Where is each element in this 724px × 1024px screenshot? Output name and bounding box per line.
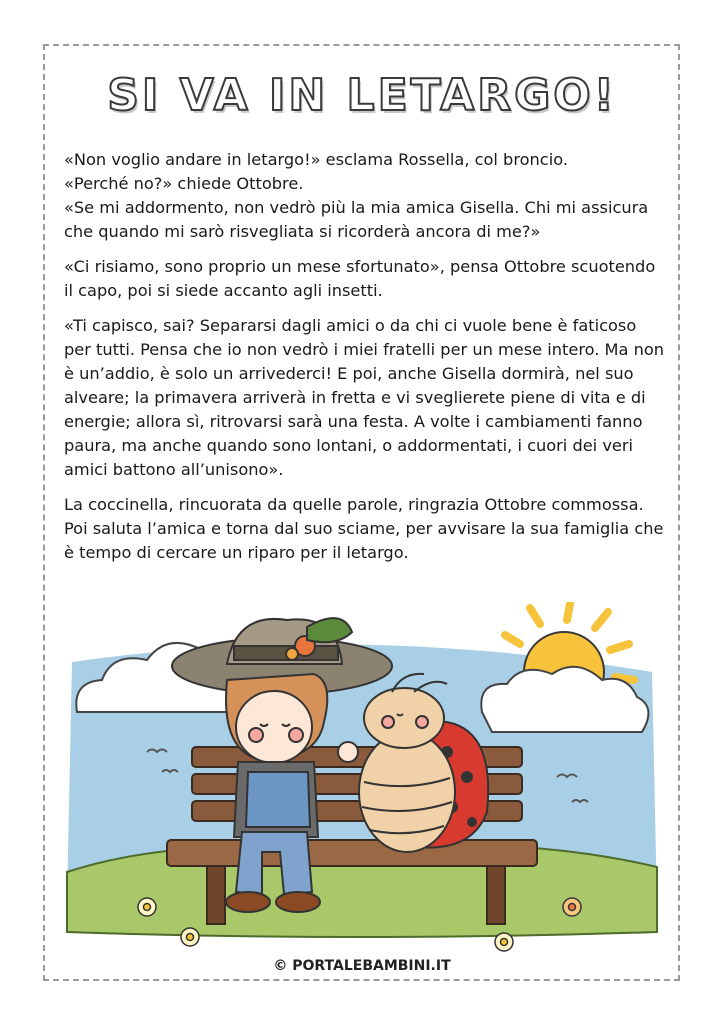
- paragraph: «Ti capisco, sai? Separarsi dagli amici o da chi ci vuole bene è faticoso per tutti. Pensa che io non vedrò i miei fratelli per un mese intero. Ma non è un’addio, è solo un arrivederci! E poi, anche Gisella dormirà, nel suo alveare; la primavera arriverà in fretta e vi sveglierete piene di vita e di energie; allora sì, ritrovarsi sarà una festa. A volte i cambiamenti fanno paura, ma anche quando sono lontani, o addormentati, i cuori dei veri amici battono all’unisono».: [64, 316, 664, 479]
- page-title: SI VA IN LETARGO!: [107, 70, 617, 121]
- paragraph: La coccinella, rincuorata da quelle parole, ringrazia Ottobre commossa. Poi saluta l’amica e torna dal suo sciame, per avvisare la sua famiglia che è tempo di cercare un riparo per il letargo.: [64, 495, 664, 562]
- paragraph: «Se mi addormento, non vedrò più la mia amica Gisella. Chi mi assicura che quando mi sarò risvegliata si ricorderà ancora di me?»: [64, 198, 649, 241]
- paragraph: «Perché no?» chiede Ottobre.: [64, 174, 304, 193]
- paragraph: «Non voglio andare in letargo!» esclama Rossella, col broncio.: [64, 150, 568, 169]
- paragraph: «Ci risiamo, sono proprio un mese sfortunato», pensa Ottobre scuotendo il capo, poi si siede accanto agli insetti.: [64, 257, 656, 300]
- story-text: [64, 148, 664, 565]
- illustration: [52, 602, 672, 960]
- copyright-footer: © PORTALEBAMBINI.IT: [273, 958, 451, 974]
